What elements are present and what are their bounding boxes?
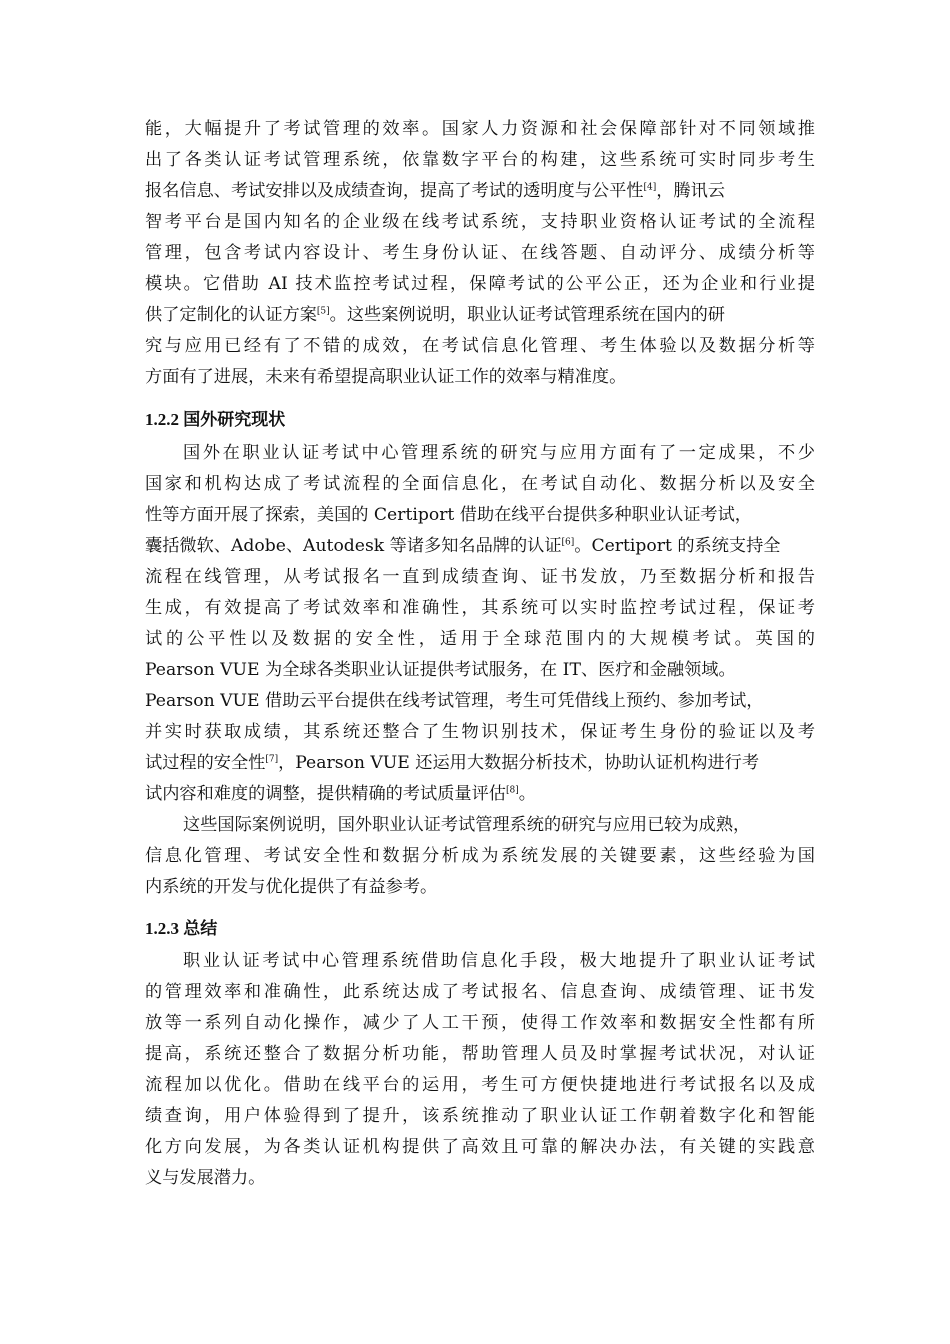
- paragraph-line: 化方向发展，为各类认证机构提供了高效且可靠的解决办法，有关键的实践意: [145, 1137, 815, 1157]
- text-segment: 囊括微软、Adobe、Autodesk 等诸多知名品牌的认证: [145, 536, 562, 556]
- text-segment: 。这些案例说明，职业认证考试管理系统在国内的研: [329, 305, 725, 325]
- paragraph-line: [145, 180, 815, 204]
- paragraph-line: 智考平台是国内知名的企业级在线考试系统，支持职业资格认证考试的全流程: [145, 212, 815, 232]
- paragraph-line: [145, 304, 815, 328]
- paragraph-line: 能，大幅提升了考试管理的效率。国家人力资源和社会保障部针对不同领域推: [145, 119, 815, 139]
- paragraph-line: 方面有了进展，未来有希望提高职业认证工作的效率与精准度。: [145, 367, 627, 387]
- paragraph-line: 绩查询，用户体验得到了提升，该系统推动了职业认证工作朝着数字化和智能: [145, 1106, 815, 1126]
- paragraph-line: 模块。它借助 AI 技术监控考试过程，保障考试的公平公正，还为企业和行业提: [145, 274, 815, 294]
- paragraph-line: 职业认证考试中心管理系统借助信息化手段，极大地提升了职业认证考试: [183, 951, 815, 971]
- paragraph-line: 试的公平性以及数据的安全性，适用于全球范围内的大规模考试。英国的: [145, 629, 815, 649]
- section-heading: 1.2.2 国外研究现状: [145, 410, 286, 429]
- paragraph-line: 放等一系列自动化操作，减少了人工干预，使得工作效率和数据安全性都有所: [145, 1013, 815, 1033]
- paragraph-line: 流程在线管理，从考试报名一直到成绩查询、证书发放，乃至数据分析和报告: [145, 567, 815, 587]
- text-segment: ，Pearson VUE 还运用大数据分析技术，协助认证机构进行考: [278, 753, 760, 773]
- paragraph-line: Pearson VUE 为全球各类职业认证提供考试服务，在 IT、医疗和金融领域。: [145, 660, 736, 680]
- paragraph-line: 性等方面开展了探索，美国的 Certiport 借助在线平台提供多种职业认证考试，: [145, 505, 752, 525]
- text-segment: 报名信息、考试安排以及成绩查询，提高了考试的透明度与公平性: [145, 181, 644, 201]
- paragraph-line: 并实时获取成绩，其系统还整合了生物识别技术，保证考生身份的验证以及考: [145, 722, 815, 742]
- section-heading: 1.2.3 总结: [145, 919, 218, 938]
- paragraph-line: 提高，系统还整合了数据分析功能，帮助管理人员及时掌握考试状况，对认证: [145, 1044, 815, 1064]
- paragraph-line: 出了各类认证考试管理系统，依靠数字平台的构建，这些系统可实时同步考生: [145, 150, 815, 170]
- text-segment: 。: [518, 784, 536, 804]
- citation-ref: [7]: [265, 754, 279, 765]
- paragraph-line: 生成，有效提高了考试效率和准确性，其系统可以实时监控考试过程，保证考: [145, 598, 815, 618]
- text-segment: 。Certiport 的系统支持全: [574, 536, 781, 556]
- citation-ref: [8]: [505, 785, 519, 796]
- paragraph-line: 管理，包含考试内容设计、考生身份认证、在线答题、自动评分、成绩分析等: [145, 243, 815, 263]
- paragraph-line: [145, 783, 815, 807]
- paragraph-line: [145, 535, 815, 559]
- text-segment: 试内容和难度的调整，提供精确的考试质量评估: [145, 784, 506, 804]
- paragraph-line: 这些国际案例说明，国外职业认证考试管理系统的研究与应用已较为成熟，: [183, 815, 751, 835]
- citation-ref: [6]: [561, 537, 575, 548]
- text-segment: 供了定制化的认证方案: [145, 305, 317, 325]
- paragraph-line: 流程加以优化。借助在线平台的运用，考生可方便快捷地进行考试报名以及成: [145, 1075, 815, 1095]
- paragraph-line: Pearson VUE 借助云平台提供在线考试管理，考生可凭借线上预约、参加考试，: [145, 691, 764, 711]
- paragraph-line: 国外在职业认证考试中心管理系统的研究与应用方面有了一定成果，不少: [183, 443, 815, 463]
- citation-ref: [5]: [316, 306, 330, 317]
- paragraph-line: 信息化管理、考试安全性和数据分析成为系统发展的关键要素，这些经验为国: [145, 846, 815, 866]
- paragraph-line: 内系统的开发与优化提供了有益参考。: [145, 877, 438, 897]
- text-segment: 试过程的安全性: [145, 753, 266, 773]
- paragraph-line: 的管理效率和准确性，此系统达成了考试报名、信息查询、成绩管理、证书发: [145, 982, 815, 1002]
- paragraph-line: [145, 752, 815, 776]
- paragraph-line: 究与应用已经有了不错的成效，在考试信息化管理、考生体验以及数据分析等: [145, 336, 815, 356]
- citation-ref: [4]: [643, 182, 657, 193]
- paragraph-line: 国家和机构达成了考试流程的全面信息化，在考试自动化、数据分析以及安全: [145, 474, 815, 494]
- text-segment: ，腾讯云: [656, 181, 725, 201]
- paragraph-line: 义与发展潜力。: [145, 1168, 266, 1188]
